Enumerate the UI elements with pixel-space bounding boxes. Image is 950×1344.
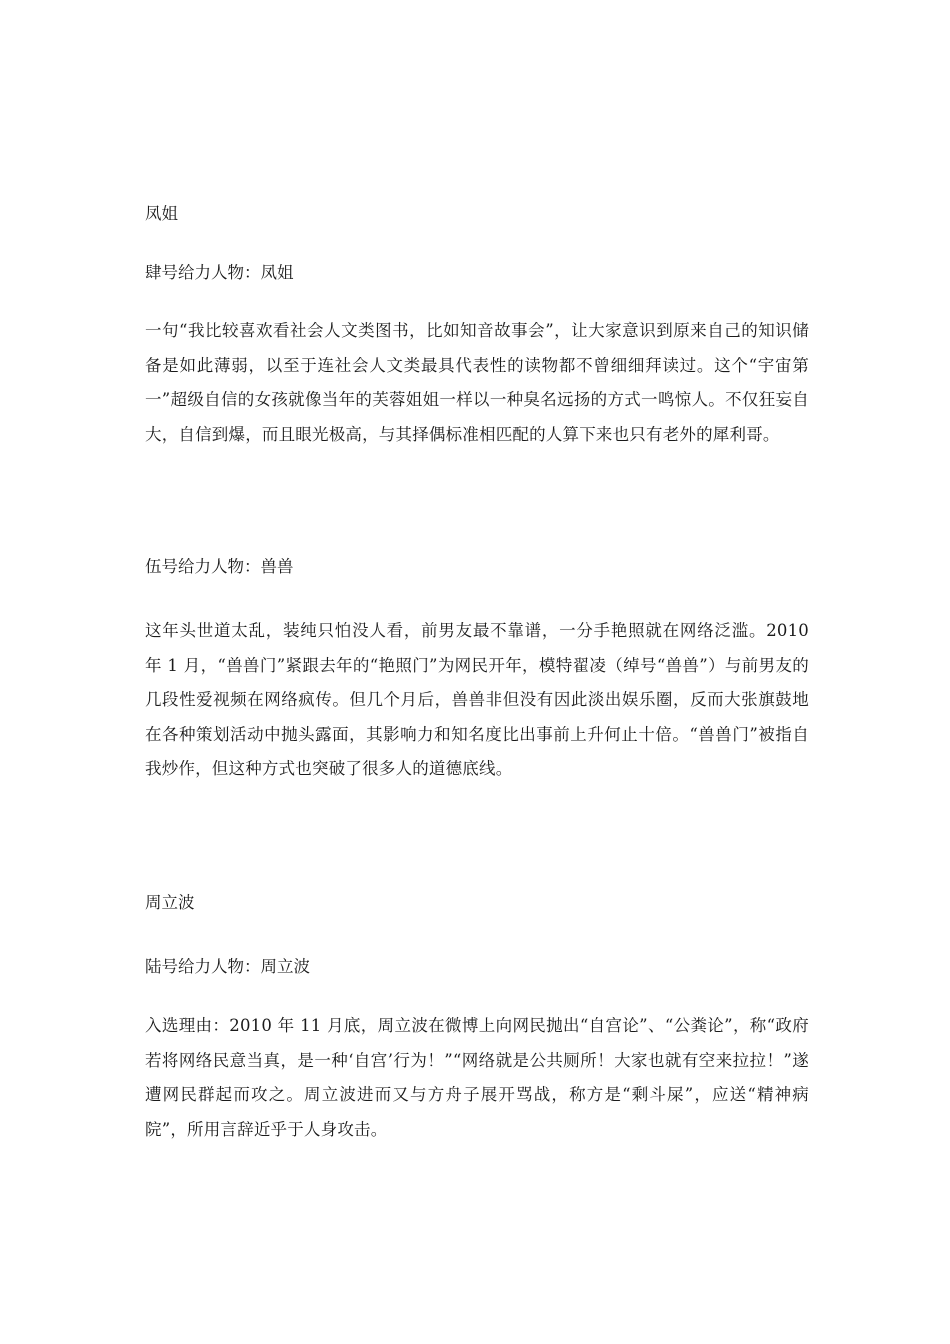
section-heading: 凤姐 <box>145 204 178 223</box>
section-body: 入选理由：2010 年 11 月底，周立波在微博上向网民抛出“自宫论”、“公粪论”，称“政府若将网络民意当真，是一种‘自宫’行为！”“网络就是公共厕所！大家也就有空来拉拉！”遂遭网民群起而攻之。周立波进而又与方舟子展开骂战，称方是“剩斗屎”，应送“精神病院”，所用言辞近乎于人身攻击。 <box>145 1016 809 1139</box>
section-body: 一句“我比较喜欢看社会人文类图书，比如知音故事会”，让大家意识到原来自己的知识储备是如此薄弱，以至于连社会人文类最具代表性的读物都不曾细细拜读过。这个“宇宙第一”超级自信的女孩就像当年的芙蓉姐姐一样以一种臭名远扬的方式一鸣惊人。不仅狂妄自大，自信到爆，而且眼光极高，与其择偶标准相匹配的人算下来也只有老外的犀利哥。 <box>145 321 809 444</box>
section-body: 这年头世道太乱，装纯只怕没人看，前男友最不靠谱，一分手艳照就在网络泛滥。2010 年 1 月，“兽兽门”紧跟去年的“艳照门”为网民开年，模特翟凌（绰号“兽兽”）与前男友的几段性爱视频在网络疯传。但几个月后，兽兽非但没有因此淡出娱乐圈，反而大张旗鼓地在各种策划活动中抛头露面，其影响力和知名度比出事前上升何止十倍。“兽兽门”被指自我炒作，但这种方式也突破了很多人的道德底线。 <box>145 621 809 778</box>
section-subheading: 陆号给力人物：周立波 <box>145 957 310 976</box>
section-subheading: 伍号给力人物：兽兽 <box>145 557 294 576</box>
section-heading: 周立波 <box>145 893 195 912</box>
section-subheading: 肆号给力人物：凤姐 <box>145 263 294 282</box>
